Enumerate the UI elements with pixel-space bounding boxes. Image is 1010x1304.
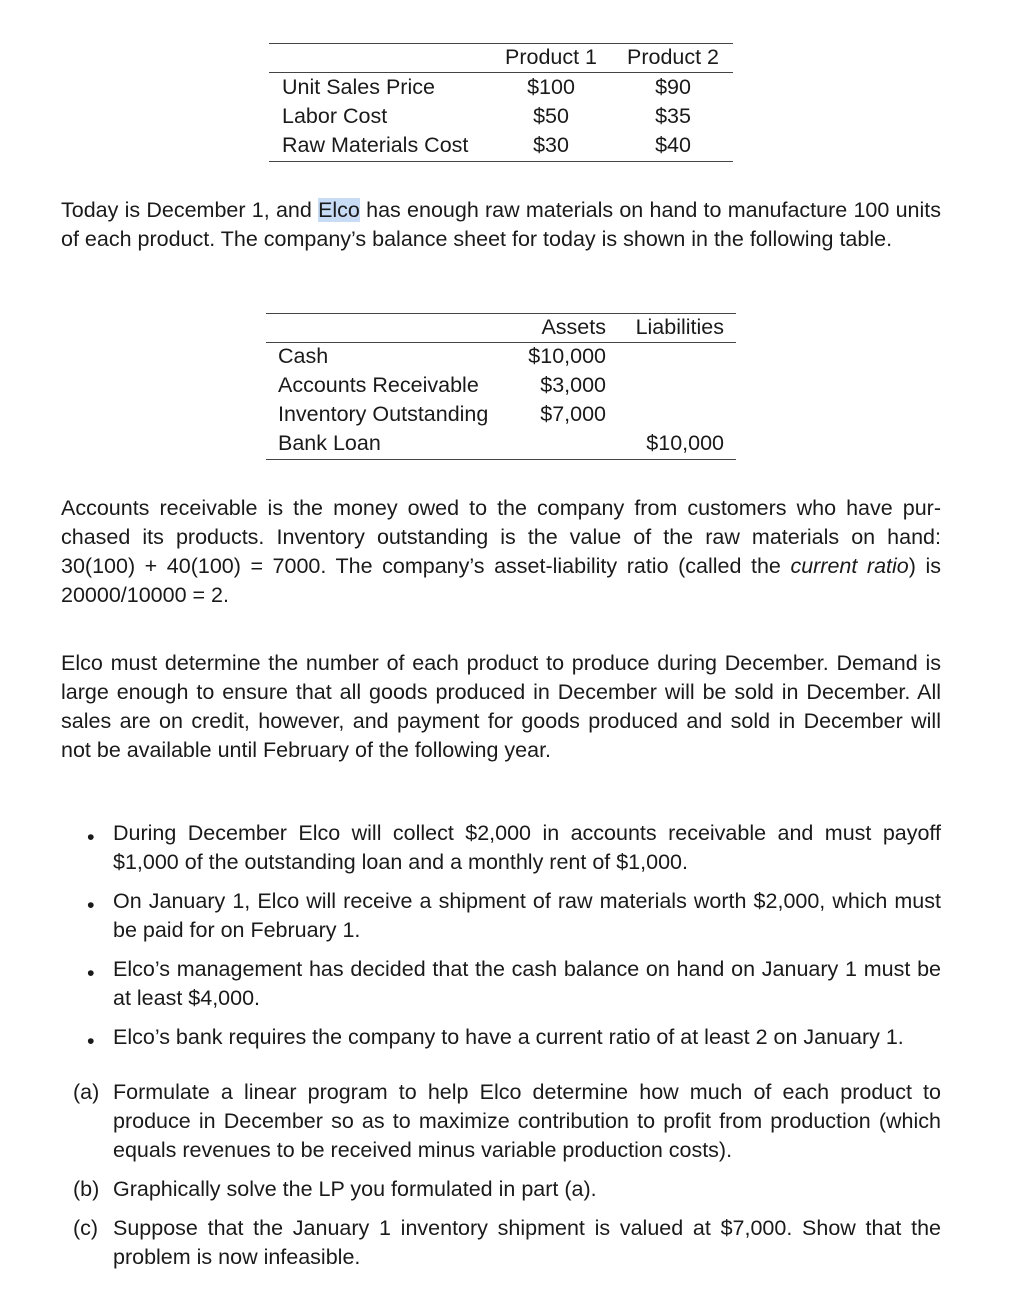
list-item: On January 1, Elco will receive a shipment of raw materials worth $2,000, which must be paid for on February 1. [113, 889, 941, 942]
table-bottom-rule [269, 161, 733, 162]
para2-text-before: Accounts receivable is the money owed to the company from customers who have pur-chased its products. Inventory outstanding is the value of the raw materials on hand: 30(100) + 40(100) = 7000. The company’s asset-liability ratio (called the [61, 496, 941, 578]
paragraph-accounts [61, 494, 941, 610]
cell-value: $35 [655, 104, 691, 128]
italic-term: current ratio [790, 554, 909, 578]
row-label: Labor Cost [282, 104, 388, 128]
list-item: Elco’s bank requires the company to have a current ratio of at least 2 on January 1. [113, 1025, 904, 1049]
row-label: Raw Materials Cost [282, 133, 469, 157]
row-label: Bank Loan [278, 431, 381, 455]
bullet-marker: • [87, 825, 95, 849]
bullet-marker: • [87, 1029, 95, 1053]
question-text: Suppose that the January 1 inventory shipment is valued at $7,000. Show that the problem is now infeasible. [113, 1216, 941, 1269]
table-top-rule [266, 313, 736, 314]
header-liabilities: Liabilities [635, 315, 724, 339]
row-label: Unit Sales Price [282, 75, 435, 99]
header-product-1: Product 1 [504, 45, 598, 69]
question-label: (a) [73, 1080, 100, 1104]
row-label: Accounts Receivable [278, 373, 479, 397]
question-text: Graphically solve the LP you formulated in part (a). [113, 1177, 597, 1201]
list-item: Elco’s management has decided that the cash balance on hand on January 1 must be at least $4,000. [113, 957, 941, 1010]
bullet-marker: • [87, 961, 95, 985]
table-bottom-rule [266, 459, 736, 460]
para1-text-after: has enough raw materials on hand to manufacture 100 units of each product. The company’s balance sheet for today is shown in the following table. [61, 198, 941, 251]
header-product-2: Product 2 [626, 45, 720, 69]
cell-assets: $7,000 [540, 402, 606, 426]
highlighted-word: Elco [318, 198, 360, 222]
header-assets: Assets [541, 315, 606, 339]
cell-assets: $10,000 [528, 344, 606, 368]
cell-value: $30 [533, 133, 569, 157]
list-item: During December Elco will collect $2,000 in accounts receivable and must payoff $1,000 of the outstanding loan and a monthly rent of $1,000. [113, 821, 941, 874]
para1-text-before: Today is December 1, and [61, 198, 319, 222]
question-label: (c) [73, 1216, 99, 1240]
cell-liabilities: $10,000 [646, 431, 724, 455]
cell-value: $100 [527, 75, 575, 99]
row-label: Inventory Outstanding [278, 402, 489, 426]
row-label: Cash [278, 344, 329, 368]
question-text: Formulate a linear program to help Elco determine how much of each product to produce in December so as to maximize contribution to profit from production (which equals revenues to be received minus variable production costs). [113, 1080, 941, 1162]
table-top-rule [269, 43, 733, 44]
cell-value: $90 [655, 75, 691, 99]
question-label: (b) [73, 1177, 100, 1201]
table-header-rule [266, 342, 736, 343]
table-header-rule [269, 72, 733, 73]
para2-text-after: ) is 20000/10000 = 2. [61, 554, 941, 607]
cell-assets: $3,000 [540, 373, 606, 397]
cell-value: $50 [533, 104, 569, 128]
paragraph-demand: Elco must determine the number of each product to produce during December. Demand is large enough to ensure that all goods produced in December will be sold in December. All sales are on credit, however, and payment for goods produced and sold in December will not be available until February of the following year. [61, 651, 941, 762]
cell-value: $40 [655, 133, 691, 157]
paragraph-intro [61, 196, 941, 254]
bullet-marker: • [87, 893, 95, 917]
